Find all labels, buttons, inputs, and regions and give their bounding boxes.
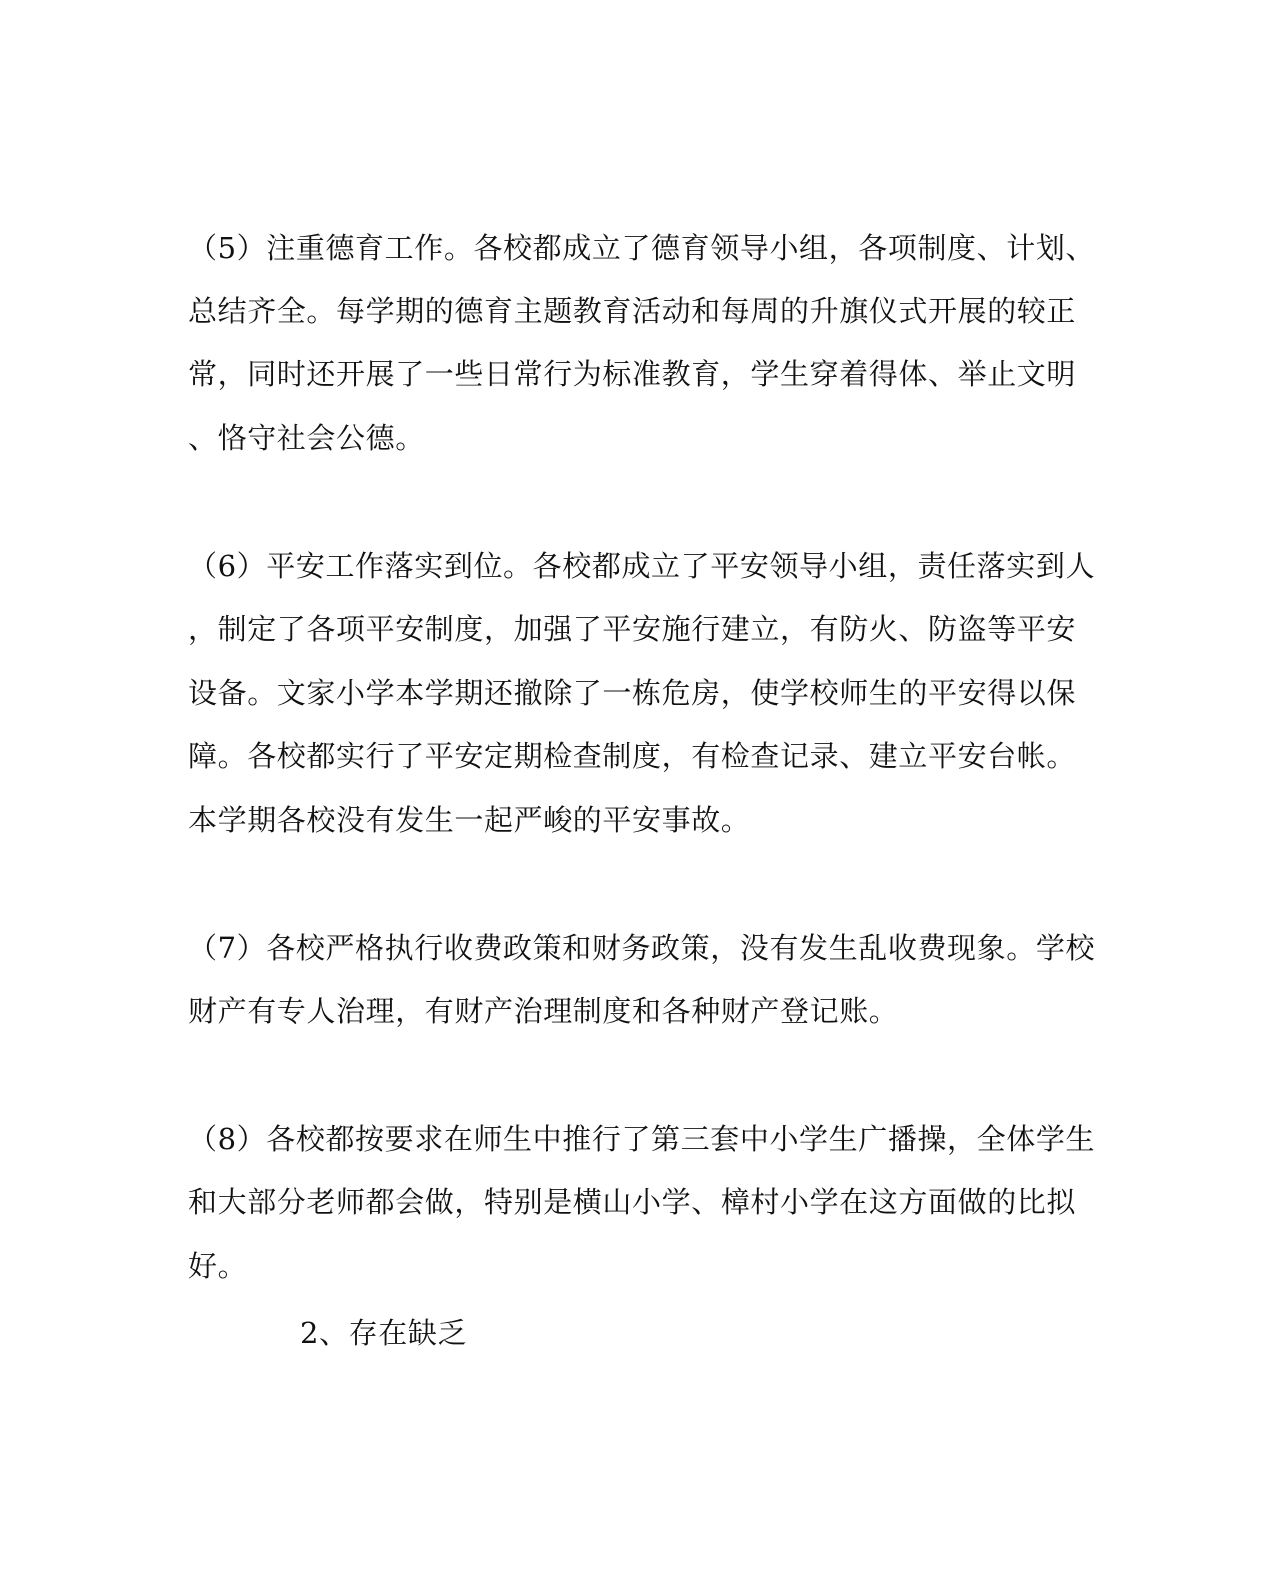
section-heading: 2、存在缺乏 [300, 1316, 468, 1350]
paragraph-line: 好。 [188, 1249, 248, 1283]
paragraph-line: ，制定了各项平安制度，加强了平安施行建立，有防火、防盗等平安 [188, 612, 1077, 646]
paragraph-line: 财产有专人治理，有财产治理制度和各种财产登记账。 [188, 994, 899, 1028]
paragraph-line: （6）平安工作落实到位。各校都成立了平安领导小组，责任落实到人 [188, 549, 1096, 583]
paragraph-line: 总结齐全。每学期的德育主题教育活动和每周的升旗仪式开展的较正 [188, 294, 1077, 328]
paragraph-line: 、恪守社会公德。 [188, 421, 425, 455]
paragraph-line: 设备。文家小学本学期还撤除了一栋危房，使学校师生的平安得以保 [188, 676, 1077, 710]
paragraph-line: （5）注重德育工作。各校都成立了德育领导小组，各项制度、计划、 [188, 231, 1096, 265]
paragraph-line: （7）各校严格执行收费政策和财务政策，没有发生乱收费现象。学校 [188, 931, 1096, 965]
paragraph-line: 障。各校都实行了平安定期检查制度，有检查记录、建立平安台帐。 [188, 739, 1077, 773]
paragraph-line: 本学期各校没有发生一起严峻的平安事故。 [188, 803, 751, 837]
paragraph-line: （8）各校都按要求在师生中推行了第三套中小学生广播操，全体学生 [188, 1122, 1096, 1156]
paragraph-line: 和大部分老师都会做，特别是横山小学、樟村小学在这方面做的比拟 [188, 1185, 1077, 1219]
paragraph-line: 常，同时还开展了一些日常行为标准教育，学生穿着得体、举止文明 [188, 357, 1077, 391]
